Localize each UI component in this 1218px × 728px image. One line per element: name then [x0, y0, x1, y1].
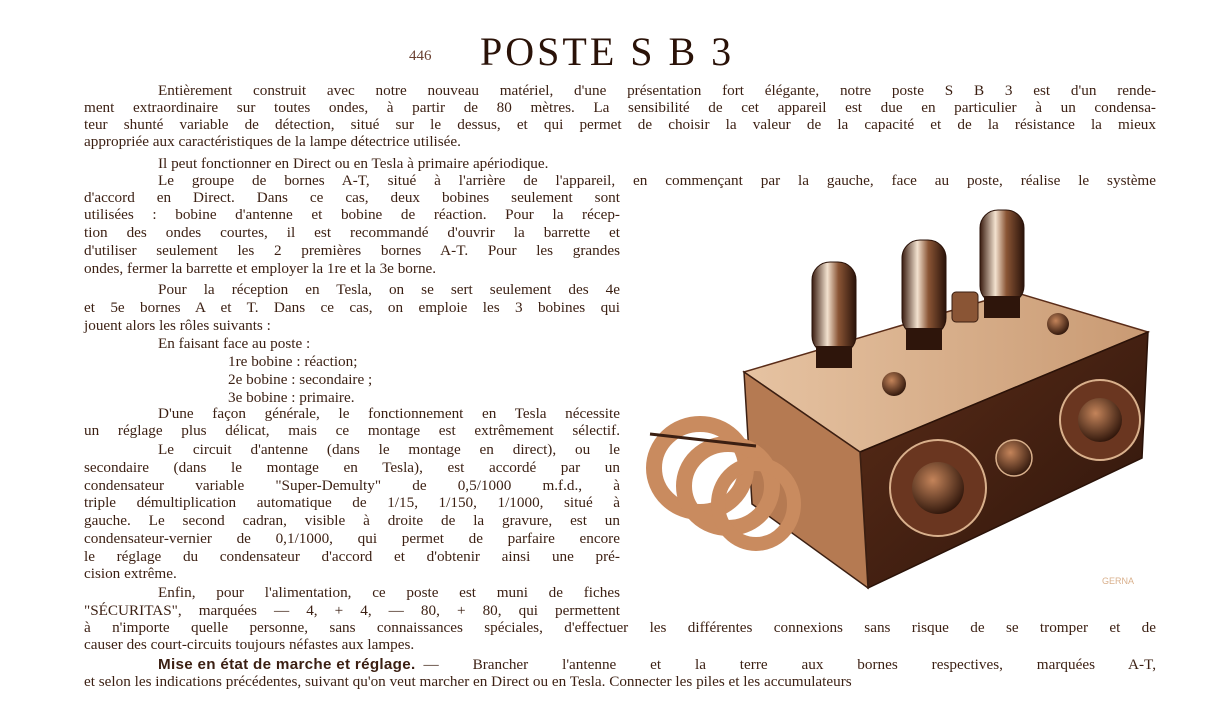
text-line: ment extraordinaire sur toutes ondes, à partir de 80 mètres. La sensibilité de cet appareil est due en particulier à un condensa- [84, 99, 1156, 116]
text-line: d'utiliser seulement les 2 premières bornes A-T. Pour les grandes [84, 242, 620, 259]
text-line: appropriée aux caractéristiques de la lampe détectrice utilisée. [84, 133, 461, 150]
tube-middle [902, 240, 946, 350]
text-line: Le circuit d'antenne (dans le montage en direct), ou le [158, 441, 620, 458]
radio-receiver-engraving [636, 196, 1160, 602]
tuning-dial-left [890, 440, 986, 536]
text-line: Il peut fonctionner en Direct ou en Tesla à primaire apériodique. [158, 155, 549, 172]
text-line: cision extrême. [84, 565, 177, 582]
tuning-dial-right [1060, 380, 1140, 460]
text-line: jouent alors les rôles suivants : [84, 317, 271, 334]
tube-right [980, 210, 1024, 318]
text-line: à n'importe quelle personne, sans connaissances spéciales, d'effectuer les différentes connexions sans risque de se tromper et de [84, 619, 1156, 636]
text-line: triple démultiplication automatique de 1/15, 1/150, 1/1000, situé à [84, 494, 620, 511]
text-line: Pour la réception en Tesla, on se sert seulement des 4e [158, 281, 620, 298]
vernier-knob [996, 440, 1032, 476]
tube-left [812, 262, 856, 368]
text-line: gauche. Le second cadran, visible à droite de la gravure, est un [84, 512, 620, 529]
engraver-signature: GERNA [1102, 576, 1135, 586]
text-line: 3e bobine : primaire. [228, 389, 355, 406]
text-line: le réglage du condensateur d'accord et d'obtenir ainsi une pré- [84, 548, 620, 565]
text-line: et 5e bornes A et T. Dans ce cas, on emploie les 3 bobines qui [84, 299, 620, 316]
text-line: condensateur variable "Super-Demulty" de 0,5/1000 m.f.d., à [84, 477, 620, 494]
text-line: Le groupe de bornes A-T, situé à l'arrière de l'appareil, en commençant par la gauche, face au poste, réalise le système [158, 172, 1156, 189]
text-line-heading [158, 656, 1156, 673]
text-line: condensateur-vernier de 0,1/1000, qui permet de parfaire encore [84, 530, 620, 547]
detector-knob [882, 372, 906, 396]
text-line: En faisant face au poste : [158, 335, 311, 352]
text-line: — Brancher l'antenne et la terre aux bornes respectives, marquées A-T, [423, 656, 1156, 673]
top-knob [1047, 313, 1069, 335]
text-line: D'une façon générale, le fonctionnement en Tesla nécessite [158, 405, 620, 422]
text-line: Entièrement construit avec notre nouveau matériel, d'une présentation fort élégante, notre poste S B 3 est d'un rende- [158, 82, 1156, 99]
page-header [0, 28, 1218, 78]
text-line: un réglage plus délicat, mais ce montage est extrêmement sélectif. [84, 422, 620, 439]
text-line: ondes, fermer la barrette et employer la 1re et la 3e borne. [84, 260, 437, 277]
text-line: 2e bobine : secondaire ; [228, 371, 373, 388]
section-heading: Mise en état de marche et réglage. [158, 656, 416, 673]
text-line: tion des ondes courtes, il est recommandé d'ouvrir la barrette et [84, 224, 620, 241]
page-title: POSTE S B 3 [480, 29, 735, 74]
text-line: "SÉCURITAS", marquées — 4, + 4, — 80, + 80, qui permettent [84, 602, 620, 619]
text-line: causer des court-circuits toujours néfastes aux lampes. [84, 636, 415, 653]
text-line: Enfin, pour l'alimentation, ce poste est muni de fiches [158, 584, 620, 601]
text-line: teur shunté variable de détection, situé sur le dessus, et qui permet de choisir la valeur de la capacité et de la résistance la mieux [84, 116, 1156, 133]
text-line: 1re bobine : réaction; [228, 353, 358, 370]
text-line: d'accord en Direct. Dans ce cas, deux bobines seulement sont [84, 189, 620, 206]
text-line: secondaire (dans le montage en Tesla), est accordé par un [84, 459, 620, 476]
text-line: et selon les indications précédentes, suivant qu'on veut marcher en Direct ou en Tesla. Connecter les piles et les accumulateurs [84, 673, 852, 690]
text-line: utilisées : bobine d'antenne et bobine de réaction. Pour la récep- [84, 206, 620, 223]
variable-condenser [952, 292, 978, 322]
page-number: 446 [409, 48, 432, 64]
